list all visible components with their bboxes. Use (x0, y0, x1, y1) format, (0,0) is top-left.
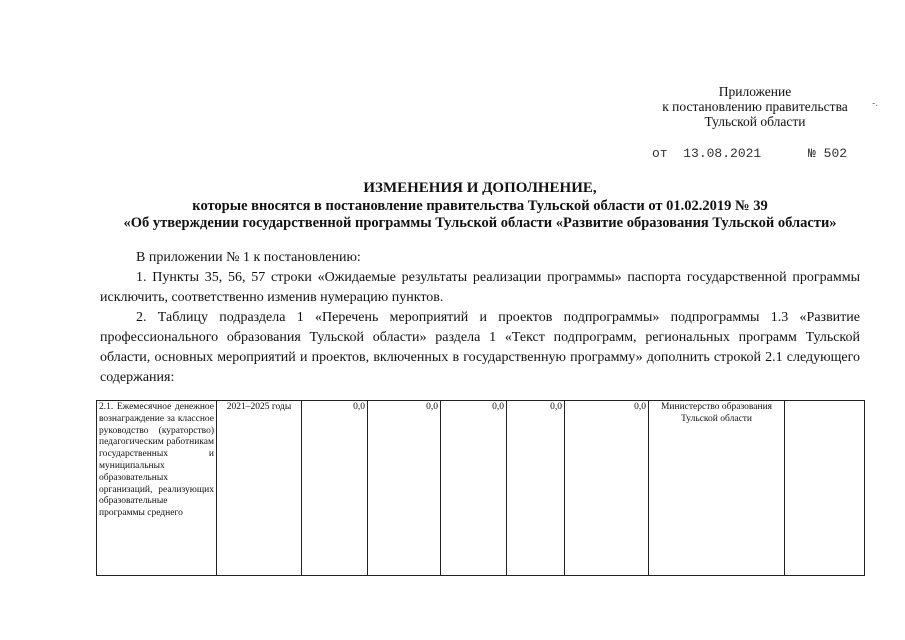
appendix-line3: Тульской области (704, 114, 806, 129)
number-sign: № (808, 146, 816, 161)
appendix-block (640, 84, 870, 129)
appendix-line2: к постановлению правительства (662, 99, 848, 114)
item1-paragraph: 1. Пункты 35, 56, 57 строки «Ожидаемые результаты реализации программы» паспорта государственной программы исключить, соответственно изменив нумерацию пунктов. (100, 270, 860, 305)
document-date: 13.08.2021 (683, 146, 762, 161)
changes-table (96, 400, 865, 576)
row-name-cell: 2.1. Ежемесячное денежное вознаграждение за классное руководство (кураторство) педагогическим работникам государственных и муниципальных образовательных организаций, реализующих образовательные программы среднего (97, 401, 217, 576)
row-executor-cell: Министерство образования Тульской области (649, 401, 785, 576)
intro-paragraph: В приложении № 1 к постановлению: (136, 250, 361, 265)
title-line1: ИЗМЕНЕНИЯ И ДОПОЛНЕНИЕ, (363, 180, 597, 196)
row-value-cell-5: 0,0 (507, 401, 565, 576)
date-prefix: от (652, 146, 668, 161)
row-value-cell-2: 0,0 (302, 401, 368, 576)
row-value-cell-6: 0,0 (565, 401, 649, 576)
appendix-line1: Приложение (718, 84, 792, 99)
document-date-number (652, 146, 847, 161)
row-value-cell-4: 0,0 (441, 401, 507, 576)
scan-speck: -. (872, 98, 878, 109)
row-period-cell: 2021–2025 годы (217, 401, 302, 576)
row-value-cell-3: 0,0 (368, 401, 441, 576)
item2-paragraph: 2. Таблицу подраздела 1 «Перечень мероприятий и проектов подпрограммы» подпрограммы 1.3 «Развитие профессионального образования Тульской области» раздела 1 «Текст подпрограмм, региональных программ Тульской области, основных мероприятий и проектов, включенных в государственную программу» дополнить строкой 2.1 следующего содержания: (100, 310, 860, 385)
row-last-cell (785, 401, 865, 576)
table-row (97, 401, 865, 576)
document-number: 502 (823, 146, 848, 161)
title-line3: «Об утверждении государственной программы Тульской области «Развитие образования Тульской области» (123, 215, 837, 231)
title-line2: которые вносятся в постановление правительства Тульской области от 01.02.2019 № 39 (192, 198, 768, 214)
